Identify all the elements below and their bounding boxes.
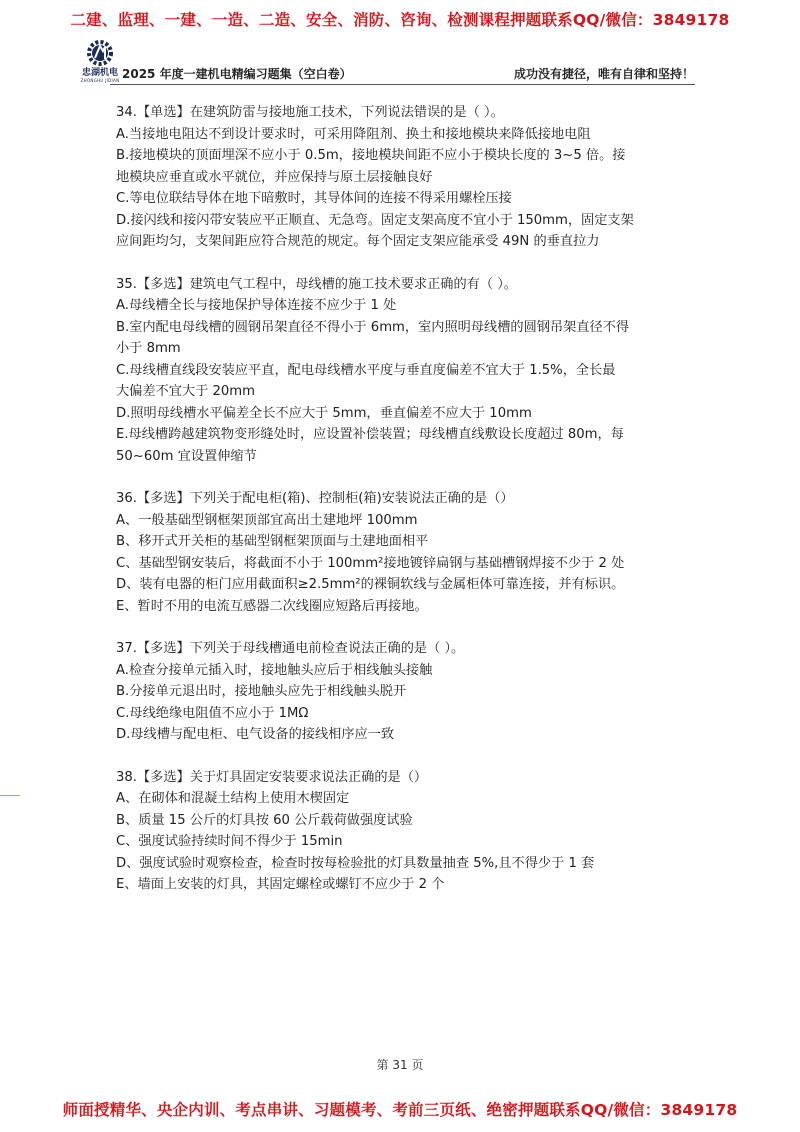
option-b: B.接地模块的顶面埋深不应小于 0.5m，接地模块间距不应小于模块长度的 3~5 倍。接 bbox=[116, 148, 626, 163]
option-d-continued: 应间距均匀，支架间距应符合规范的规定。每个固定支架应能承受 49N 的垂直拉力 bbox=[116, 234, 600, 249]
bottom-banner: 师面授精华、央企内训、考点串讲、习题模考、考前三页纸、绝密押题联系QQ/微信：3849178 bbox=[62, 1101, 738, 1119]
option-b: B.室内配电母线槽的圆钢吊架直径不得小于 6mm，室内照明母线槽的圆钢吊架直径不得 bbox=[116, 319, 630, 335]
option-c-continued: 大偏差不宜大于 20mm bbox=[116, 384, 255, 399]
header-divider bbox=[110, 84, 695, 85]
question-stem: 36.【多选】下列关于配电柜(箱)、控制柜(箱)安装说法正确的是（） bbox=[116, 491, 514, 506]
logo-name: 忠湖机电 bbox=[81, 68, 118, 78]
gear-logo-icon bbox=[83, 38, 117, 68]
option-d: D.照明母线槽水平偏差全长不应大于 5mm，垂直偏差不应大于 10mm bbox=[116, 405, 532, 421]
option-d: D、装有电器的柜门应用截面积≥2.5mm²的裸铜软线与金属柜体可靠连接，并有标识。 bbox=[116, 577, 625, 592]
option-d: D.接闪线和接闪带安装应平正顺直、无急弯。固定支架高度不宜小于 150mm，固定支架 bbox=[116, 212, 634, 228]
question-35 bbox=[116, 274, 696, 468]
option-a: A.母线槽全长与接地保护导体连接不应少于 1 处 bbox=[116, 298, 397, 313]
option-c: C、基础型钢安装后，将截面不小于 100mm²接地镀锌扁钢与基础槽钢焊接不少于 2 处 bbox=[116, 555, 625, 571]
option-e: E、暂时不用的电流互感器二次线圈应短路后再接地。 bbox=[116, 598, 428, 614]
page-number: 第 31 页 bbox=[376, 1058, 424, 1072]
document-title: 2025 年度一建机电精编习题集（空白卷） bbox=[122, 67, 352, 81]
option-b: B、移开式开关柜的基础型钢框架顶面与土建地面相平 bbox=[116, 534, 429, 549]
question-stem: 37.【多选】下列关于母线槽通电前检查说法正确的是（ ）。 bbox=[116, 641, 465, 656]
question-37 bbox=[116, 638, 696, 746]
question-stem: 34.【单选】在建筑防雷与接地施工技术，下列说法错误的是（ ）。 bbox=[116, 105, 504, 120]
header-motto: 成功没有捷径，唯有自律和坚持！ bbox=[513, 67, 694, 81]
top-banner: 二建、监理、一建、一造、二造、安全、消防、咨询、检测课程押题联系QQ/微信：3849178 bbox=[70, 11, 730, 29]
option-a: A.当接地电阻达不到设计要求时，可采用降阻剂、换土和接地模块来降低接地电阻 bbox=[116, 126, 591, 142]
option-c: C、强度试验持续时间不得少于 15min bbox=[116, 834, 343, 849]
option-d: D、强度试验时观察检查，检查时按每检验批的灯具数量抽查 5%,且不得少于 1 套 bbox=[116, 855, 595, 871]
option-c: C.等电位联结导体在地下暗敷时，其导体间的连接不得采用螺栓压接 bbox=[116, 191, 512, 206]
logo-subtitle: ZHONGHU JIDIAN bbox=[80, 78, 120, 83]
option-e: E、墙面上安装的灯具，其固定螺栓或螺钉不应少于 2 个 bbox=[116, 877, 445, 892]
question-36 bbox=[116, 488, 696, 617]
question-34 bbox=[116, 102, 696, 253]
option-e-continued: 50~60m 宜设置伸缩节 bbox=[116, 448, 257, 464]
margin-mark bbox=[0, 795, 20, 796]
option-c: C.母线槽直线段安装应平直，配电母线槽水平度与垂直度偏差不宜大于 1.5%，全长最 bbox=[116, 362, 616, 378]
option-a: A、在砌体和混凝土结构上使用木楔固定 bbox=[116, 791, 350, 806]
option-b: B、质量 15 公斤的灯具按 60 公斤载荷做强度试验 bbox=[116, 812, 413, 828]
question-stem: 35.【多选】建筑电气工程中，母线槽的施工技术要求正确的有（ ）。 bbox=[116, 276, 517, 292]
option-b-continued: 小于 8mm bbox=[116, 341, 181, 356]
option-d: D.母线槽与配电柜、电气设备的接线相序应一致 bbox=[116, 727, 395, 742]
question-list bbox=[116, 102, 696, 917]
question-stem: 38.【多选】关于灯具固定安装要求说法正确的是（） bbox=[116, 769, 428, 785]
option-a: A.检查分接单元插入时，接地触头应后于相线触头接触 bbox=[116, 662, 433, 678]
question-38 bbox=[116, 767, 696, 896]
option-c: C.母线绝缘电阻值不应小于 1MΩ bbox=[116, 705, 309, 721]
option-b-continued: 地模块应垂直或水平就位，并应保持与原土层接触良好 bbox=[116, 169, 433, 185]
logo bbox=[74, 38, 126, 83]
page-header bbox=[74, 38, 694, 86]
option-e: E.母线槽跨越建筑物变形缝处时，应设置补偿装置；母线槽直线敷设长度超过 80m，每 bbox=[116, 427, 624, 442]
option-b: B.分接单元退出时，接地触头应先于相线触头脱开 bbox=[116, 684, 407, 699]
option-a: A、一般基础型钢框架顶部宜高出土建地坪 100mm bbox=[116, 512, 418, 528]
